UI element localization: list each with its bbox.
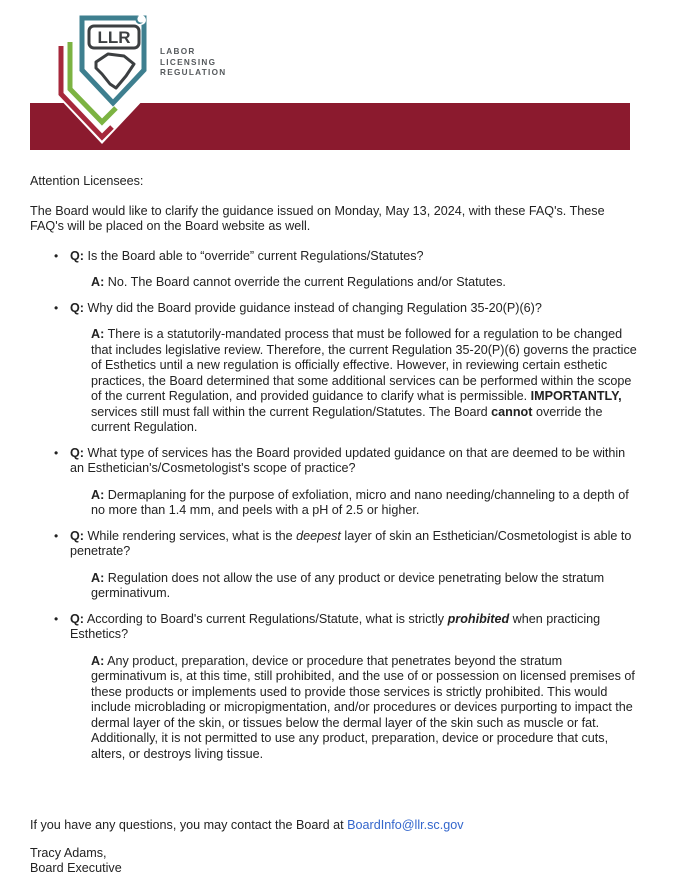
faq-answer: [91, 654, 640, 763]
faq-question: [70, 529, 640, 560]
faq-question: [70, 446, 640, 477]
faq-item: [30, 301, 640, 436]
bullet-icon: •: [54, 248, 59, 263]
bullet-icon: •: [54, 300, 59, 315]
question-prefix: Q:: [70, 248, 84, 263]
question-text: What type of services has the Board provided updated guidance on that are deemed to be within an Esthetician's/Cosmetologist's scope of practice?: [70, 445, 626, 475]
question-prefix: Q:: [70, 445, 84, 460]
question-text: when practicing Esthetics?: [70, 611, 601, 641]
llr-logo-icon: [52, 4, 162, 152]
question-text: According to Board's current Regulations/Statute, what is strictly: [86, 611, 445, 626]
contact-text: If you have any questions, you may contact the Board at: [30, 818, 344, 832]
signer-title: Board Executive: [30, 861, 122, 875]
faq-question: [70, 612, 640, 643]
faq-answer: [91, 275, 640, 291]
greeting: Attention Licensees:: [30, 174, 144, 188]
faq-item: [30, 249, 640, 291]
question-emphasis: prohibited: [447, 611, 510, 626]
question-text: While rendering services, what is the: [87, 528, 293, 543]
closing-section: [30, 818, 630, 877]
faq-answer: [91, 571, 640, 602]
answer-prefix: A:: [91, 570, 105, 585]
bullet-icon: •: [54, 445, 59, 460]
answer-prefix: A:: [91, 327, 105, 341]
logo-mark-text: LLR: [97, 28, 131, 47]
question-text: layer of skin an Esthetician/Cosmetologist is able to penetrate?: [70, 528, 632, 558]
answer-emphasis: IMPORTANTLY,: [530, 389, 622, 403]
answer-prefix: A:: [91, 275, 105, 289]
logo-line: LABOR: [160, 47, 196, 56]
answer-text: Dermaplaning for the purpose of exfoliation, micro and nano needing/channeling to a depth of no more than 1.4 mm, and peels with a pH of 2.5 or higher.: [91, 487, 629, 517]
bullet-icon: •: [54, 611, 59, 626]
question-prefix: Q:: [70, 611, 84, 626]
question-prefix: Q:: [70, 300, 84, 315]
question-prefix: Q:: [70, 528, 84, 543]
faq-answer: [91, 488, 640, 519]
answer-text: No. The Board cannot override the current Regulations and/or Statutes.: [107, 275, 506, 289]
contact-line: [30, 818, 630, 834]
answer-text: services still must fall within the current Regulation/Statutes. The Board: [91, 404, 488, 419]
answer-emphasis: cannot: [491, 404, 533, 419]
answer-text: Regulation does not allow the use of any product or device penetrating below the stratum germinativum.: [91, 570, 605, 600]
question-emphasis: deepest: [296, 528, 341, 543]
email-header: [30, 0, 630, 152]
question-text: Why did the Board provide guidance instead of changing Regulation 35-20(P)(6)?: [87, 300, 542, 315]
email-link[interactable]: BoardInfo@llr.sc.gov: [347, 818, 464, 832]
faq-answer: [91, 327, 640, 436]
question-text: Is the Board able to “override” current Regulations/Statutes?: [87, 248, 424, 263]
logo-line: REGULATION: [160, 68, 227, 77]
intro-paragraph: The Board would like to clarify the guidance issued on Monday, May 13, 2024, with these FAQ's. These FAQ's will be placed on the Board website as well.: [30, 203, 605, 233]
bullet-icon: •: [54, 528, 59, 543]
answer-text: override the current Regulation.: [91, 404, 603, 434]
answer-prefix: A:: [91, 487, 105, 502]
answer-prefix: A:: [91, 653, 105, 668]
faq-question: [70, 249, 640, 265]
logo-line: LICENSING: [160, 57, 217, 67]
email-body: [30, 174, 640, 772]
answer-text: There is a statutorily-mandated process that must be followed for a regulation to be changed that includes legislative review. Therefore, the current Regulation 35-20(P)(6) governs the practice of Esthetics until a new regulation is officially effective. However, in reviewing certain esthetic practices, the Board determined that some additional services can be performed within the scope of the current Regulation, and provided guidance to clarify what is permissible.: [91, 327, 637, 403]
answer-text: Any product, preparation, device or procedure that penetrates beyond the stratum germinativum is, at this time, still prohibited, and the use of or possession on licensed premises of these products or implements used to provide those services is strictly prohibited. This would include microblading or micropigmentation, and/or procedures or devices purporting to impact the dermal layer of the skin, or tissues below the dermal layer of the skin such as muscle or fat. Additionally, it is not permitted to use any product, preparation, device or procedure that cuts, alters, or destroys living tissue.: [91, 653, 635, 761]
faq-item: [30, 529, 640, 602]
logo-wordmark: [160, 47, 227, 79]
faq-question: [70, 301, 640, 317]
faq-item: [30, 446, 640, 519]
signer-name: Tracy Adams,: [30, 845, 107, 860]
faq-list: [30, 249, 640, 763]
faq-item: [30, 612, 640, 763]
